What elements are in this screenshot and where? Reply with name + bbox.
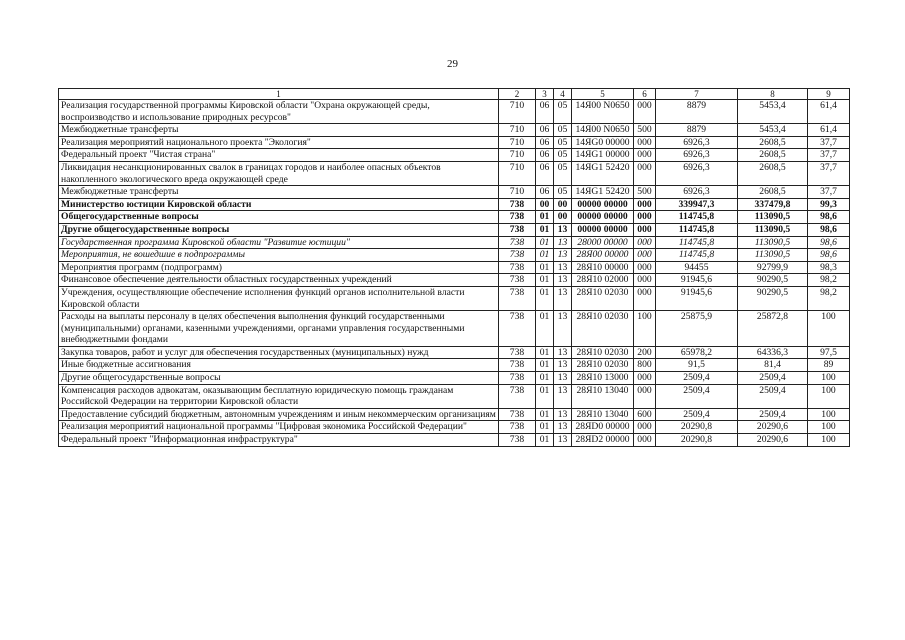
row-expense-type-cell: 200	[634, 346, 656, 359]
row-section-cell: 01	[536, 249, 554, 262]
row-expense-type-cell: 000	[634, 261, 656, 274]
row-planned-cell: 2509,4	[656, 408, 738, 421]
row-expense-type-cell: 000	[634, 161, 656, 185]
row-code-cell: 738	[499, 274, 536, 287]
row-target-article-cell: 28ЯD0 00000	[572, 421, 634, 434]
table-row	[59, 311, 850, 347]
row-section-cell: 01	[536, 211, 554, 224]
row-expense-type-cell: 000	[634, 249, 656, 262]
row-code-cell: 738	[499, 421, 536, 434]
row-section-cell: 01	[536, 261, 554, 274]
row-name-cell: Компенсация расходов адвокатам, оказывающим бесплатную юридическую помощь гражданам Российской Федерации на территории Кировской области	[59, 384, 499, 408]
row-executed-cell: 20290,6	[738, 421, 808, 434]
row-expense-type-cell: 000	[634, 236, 656, 249]
row-name-cell: Федеральный проект "Информационная инфраструктура"	[59, 434, 499, 447]
row-expense-type-cell: 600	[634, 408, 656, 421]
row-name-cell: Общегосударственные вопросы	[59, 211, 499, 224]
row-subsection-cell: 05	[554, 100, 572, 124]
row-code-cell: 738	[499, 372, 536, 385]
row-planned-cell: 114745,8	[656, 236, 738, 249]
row-code-cell: 738	[499, 236, 536, 249]
row-name-cell: Предоставление субсидий бюджетным, автономным учреждениям и иным некоммерческим организациям	[59, 408, 499, 421]
table-row	[59, 223, 850, 236]
table-row	[59, 124, 850, 137]
row-name-cell: Иные бюджетные ассигнования	[59, 359, 499, 372]
row-subsection-cell: 00	[554, 198, 572, 211]
row-percent-cell: 89	[808, 359, 850, 372]
row-code-cell: 710	[499, 136, 536, 149]
row-planned-cell: 91945,6	[656, 274, 738, 287]
row-expense-type-cell: 000	[634, 136, 656, 149]
row-name-cell: Расходы на выплаты персоналу в целях обеспечения выполнения функций государственными (муниципальными) органами, казенными учреждениями, органами управления государственными внебюджетными фондами	[59, 311, 499, 347]
row-name-cell: Межбюджетные трансферты	[59, 186, 499, 199]
row-executed-cell: 113090,5	[738, 211, 808, 224]
table-row	[59, 421, 850, 434]
row-subsection-cell: 05	[554, 161, 572, 185]
row-code-cell: 738	[499, 311, 536, 347]
row-section-cell: 01	[536, 236, 554, 249]
row-code-cell: 710	[499, 100, 536, 124]
row-executed-cell: 90290,5	[738, 274, 808, 287]
table-row	[59, 136, 850, 149]
row-expense-type-cell: 800	[634, 359, 656, 372]
row-planned-cell: 6926,3	[656, 161, 738, 185]
row-executed-cell: 2608,5	[738, 149, 808, 162]
table-row	[59, 286, 850, 310]
row-executed-cell: 81,4	[738, 359, 808, 372]
row-expense-type-cell: 000	[634, 100, 656, 124]
column-header: 3	[536, 89, 554, 100]
row-target-article-cell: 14ЯG1 52420	[572, 161, 634, 185]
row-code-cell: 738	[499, 198, 536, 211]
row-percent-cell: 98,6	[808, 249, 850, 262]
row-subsection-cell: 13	[554, 286, 572, 310]
table-row	[59, 211, 850, 224]
table-row	[59, 186, 850, 199]
row-subsection-cell: 13	[554, 359, 572, 372]
table-row	[59, 408, 850, 421]
column-header: 1	[59, 89, 499, 100]
row-executed-cell: 2509,4	[738, 372, 808, 385]
row-executed-cell: 337479,8	[738, 198, 808, 211]
row-percent-cell: 100	[808, 408, 850, 421]
row-expense-type-cell: 500	[634, 186, 656, 199]
row-subsection-cell: 05	[554, 186, 572, 199]
row-section-cell: 06	[536, 186, 554, 199]
row-section-cell: 01	[536, 408, 554, 421]
row-target-article-cell: 14Я00 N0650	[572, 100, 634, 124]
row-percent-cell: 98,6	[808, 236, 850, 249]
row-name-cell: Реализация государственной программы Кировской области "Охрана окружающей среды, воспроизводство и использование природных ресурсов"	[59, 100, 499, 124]
row-percent-cell: 98,2	[808, 274, 850, 287]
row-planned-cell: 91,5	[656, 359, 738, 372]
row-planned-cell: 6926,3	[656, 186, 738, 199]
row-subsection-cell: 13	[554, 249, 572, 262]
table-row	[59, 261, 850, 274]
row-executed-cell: 2608,5	[738, 161, 808, 185]
table-row	[59, 198, 850, 211]
row-code-cell: 738	[499, 261, 536, 274]
row-planned-cell: 6926,3	[656, 136, 738, 149]
row-expense-type-cell: 000	[634, 372, 656, 385]
table-row	[59, 372, 850, 385]
row-section-cell: 01	[536, 286, 554, 310]
row-percent-cell: 37,7	[808, 149, 850, 162]
row-percent-cell: 98,6	[808, 211, 850, 224]
row-code-cell: 710	[499, 124, 536, 137]
row-planned-cell: 8879	[656, 100, 738, 124]
row-section-cell: 06	[536, 100, 554, 124]
row-planned-cell: 339947,3	[656, 198, 738, 211]
row-percent-cell: 37,7	[808, 161, 850, 185]
row-code-cell: 710	[499, 149, 536, 162]
row-target-article-cell: 14ЯG1 00000	[572, 149, 634, 162]
row-percent-cell: 100	[808, 384, 850, 408]
row-planned-cell: 6926,3	[656, 149, 738, 162]
row-expense-type-cell: 000	[634, 149, 656, 162]
row-target-article-cell: 00000 00000	[572, 211, 634, 224]
row-percent-cell: 61,4	[808, 100, 850, 124]
row-subsection-cell: 13	[554, 261, 572, 274]
table-row	[59, 384, 850, 408]
row-name-cell: Учреждения, осуществляющие обеспечение исполнения функций органов исполнительной власти Кировской области	[59, 286, 499, 310]
row-code-cell: 738	[499, 434, 536, 447]
row-expense-type-cell: 000	[634, 198, 656, 211]
row-executed-cell: 2608,5	[738, 186, 808, 199]
row-subsection-cell: 13	[554, 372, 572, 385]
table-row	[59, 359, 850, 372]
row-expense-type-cell: 500	[634, 124, 656, 137]
row-target-article-cell: 00000 00000	[572, 223, 634, 236]
row-section-cell: 06	[536, 124, 554, 137]
row-expense-type-cell: 000	[634, 274, 656, 287]
row-section-cell: 01	[536, 372, 554, 385]
row-code-cell: 738	[499, 408, 536, 421]
row-section-cell: 01	[536, 384, 554, 408]
row-code-cell: 738	[499, 359, 536, 372]
row-subsection-cell: 05	[554, 149, 572, 162]
table-header-row	[59, 89, 850, 100]
row-name-cell: Межбюджетные трансферты	[59, 124, 499, 137]
row-target-article-cell: 28Я10 02030	[572, 346, 634, 359]
row-percent-cell: 100	[808, 372, 850, 385]
row-target-article-cell: 00000 00000	[572, 198, 634, 211]
row-executed-cell: 64336,3	[738, 346, 808, 359]
row-target-article-cell: 28Я10 00000	[572, 261, 634, 274]
row-expense-type-cell: 000	[634, 286, 656, 310]
row-planned-cell: 2509,4	[656, 372, 738, 385]
column-header: 6	[634, 89, 656, 100]
row-subsection-cell: 13	[554, 384, 572, 408]
row-percent-cell: 100	[808, 421, 850, 434]
table-row	[59, 100, 850, 124]
table-row	[59, 274, 850, 287]
row-name-cell: Государственная программа Кировской области "Развитие юстиции"	[59, 236, 499, 249]
row-planned-cell: 8879	[656, 124, 738, 137]
row-planned-cell: 2509,4	[656, 384, 738, 408]
row-code-cell: 710	[499, 161, 536, 185]
column-header: 2	[499, 89, 536, 100]
row-executed-cell: 25872,8	[738, 311, 808, 347]
row-planned-cell: 94455	[656, 261, 738, 274]
row-target-article-cell: 14ЯG1 52420	[572, 186, 634, 199]
table-row	[59, 161, 850, 185]
row-section-cell: 01	[536, 223, 554, 236]
row-expense-type-cell: 000	[634, 211, 656, 224]
row-subsection-cell: 13	[554, 236, 572, 249]
row-name-cell: Мероприятия программ (подпрограмм)	[59, 261, 499, 274]
row-section-cell: 01	[536, 346, 554, 359]
row-target-article-cell: 28000 00000	[572, 236, 634, 249]
row-executed-cell: 5453,4	[738, 100, 808, 124]
row-section-cell: 06	[536, 136, 554, 149]
row-section-cell: 01	[536, 274, 554, 287]
budget-table	[58, 88, 850, 447]
page-number: 29	[447, 58, 458, 70]
row-target-article-cell: 28Я10 02000	[572, 274, 634, 287]
row-percent-cell: 37,7	[808, 186, 850, 199]
row-target-article-cell: 28ЯD2 00000	[572, 434, 634, 447]
row-name-cell: Другие общегосударственные вопросы	[59, 223, 499, 236]
row-percent-cell: 61,4	[808, 124, 850, 137]
row-code-cell: 738	[499, 346, 536, 359]
row-target-article-cell: 28Я10 02030	[572, 359, 634, 372]
table-row	[59, 149, 850, 162]
row-code-cell: 738	[499, 223, 536, 236]
row-percent-cell: 98,3	[808, 261, 850, 274]
row-section-cell: 01	[536, 434, 554, 447]
row-code-cell: 738	[499, 384, 536, 408]
row-percent-cell: 97,5	[808, 346, 850, 359]
row-subsection-cell: 13	[554, 346, 572, 359]
column-header: 5	[572, 89, 634, 100]
row-target-article-cell: 28Я10 02030	[572, 311, 634, 347]
row-percent-cell: 37,7	[808, 136, 850, 149]
row-subsection-cell: 13	[554, 311, 572, 347]
row-target-article-cell: 28Я10 13000	[572, 372, 634, 385]
row-code-cell: 738	[499, 249, 536, 262]
row-subsection-cell: 05	[554, 136, 572, 149]
row-name-cell: Ликвидация несанкционированных свалок в границах городов и наиболее опасных объектов накопленного экологического вреда окружающей среде	[59, 161, 499, 185]
row-executed-cell: 5453,4	[738, 124, 808, 137]
row-name-cell: Финансовое обеспечение деятельности областных государственных учреждений	[59, 274, 499, 287]
row-section-cell: 01	[536, 359, 554, 372]
row-name-cell: Федеральный проект "Чистая страна"	[59, 149, 499, 162]
row-planned-cell: 114745,8	[656, 211, 738, 224]
row-planned-cell: 20290,8	[656, 434, 738, 447]
row-executed-cell: 113090,5	[738, 223, 808, 236]
row-section-cell: 06	[536, 161, 554, 185]
row-executed-cell: 2608,5	[738, 136, 808, 149]
table-row	[59, 434, 850, 447]
row-code-cell: 738	[499, 211, 536, 224]
row-target-article-cell: 28Я00 00000	[572, 249, 634, 262]
row-target-article-cell: 14Я00 N0650	[572, 124, 634, 137]
row-expense-type-cell: 100	[634, 311, 656, 347]
row-percent-cell: 98,2	[808, 286, 850, 310]
row-executed-cell: 113090,5	[738, 236, 808, 249]
row-subsection-cell: 13	[554, 421, 572, 434]
row-subsection-cell: 13	[554, 408, 572, 421]
row-expense-type-cell: 000	[634, 434, 656, 447]
table-row	[59, 236, 850, 249]
row-target-article-cell: 28Я10 02030	[572, 286, 634, 310]
row-target-article-cell: 28Я10 13040	[572, 408, 634, 421]
row-code-cell: 710	[499, 186, 536, 199]
row-planned-cell: 114745,8	[656, 223, 738, 236]
row-subsection-cell: 05	[554, 124, 572, 137]
row-section-cell: 01	[536, 311, 554, 347]
column-header: 4	[554, 89, 572, 100]
row-name-cell: Реализация мероприятий национальной программы "Цифровая экономика Российской Федерации"	[59, 421, 499, 434]
row-subsection-cell: 00	[554, 211, 572, 224]
row-target-article-cell: 28Я10 13040	[572, 384, 634, 408]
row-expense-type-cell: 000	[634, 223, 656, 236]
column-header: 7	[656, 89, 738, 100]
row-section-cell: 00	[536, 198, 554, 211]
column-header: 8	[738, 89, 808, 100]
row-subsection-cell: 13	[554, 434, 572, 447]
row-name-cell: Закупка товаров, работ и услуг для обеспечения государственных (муниципальных) нужд	[59, 346, 499, 359]
table-row	[59, 346, 850, 359]
row-executed-cell: 2509,4	[738, 408, 808, 421]
row-target-article-cell: 14ЯG0 00000	[572, 136, 634, 149]
row-executed-cell: 113090,5	[738, 249, 808, 262]
column-header: 9	[808, 89, 850, 100]
row-percent-cell: 100	[808, 434, 850, 447]
row-subsection-cell: 13	[554, 223, 572, 236]
row-executed-cell: 2509,4	[738, 384, 808, 408]
table-row	[59, 249, 850, 262]
row-percent-cell: 100	[808, 311, 850, 347]
row-executed-cell: 92799,9	[738, 261, 808, 274]
row-name-cell: Другие общегосударственные вопросы	[59, 372, 499, 385]
row-name-cell: Министерство юстиции Кировской области	[59, 198, 499, 211]
row-planned-cell: 25875,9	[656, 311, 738, 347]
row-name-cell: Мероприятия, не вошедшие в подпрограммы	[59, 249, 499, 262]
row-section-cell: 01	[536, 421, 554, 434]
row-code-cell: 738	[499, 286, 536, 310]
row-expense-type-cell: 000	[634, 421, 656, 434]
row-percent-cell: 99,3	[808, 198, 850, 211]
row-planned-cell: 91945,6	[656, 286, 738, 310]
row-executed-cell: 90290,5	[738, 286, 808, 310]
row-expense-type-cell: 000	[634, 384, 656, 408]
row-executed-cell: 20290,6	[738, 434, 808, 447]
row-planned-cell: 114745,8	[656, 249, 738, 262]
row-subsection-cell: 13	[554, 274, 572, 287]
row-planned-cell: 65978,2	[656, 346, 738, 359]
row-section-cell: 06	[536, 149, 554, 162]
row-name-cell: Реализация мероприятий национального проекта "Экология"	[59, 136, 499, 149]
row-percent-cell: 98,6	[808, 223, 850, 236]
row-planned-cell: 20290,8	[656, 421, 738, 434]
